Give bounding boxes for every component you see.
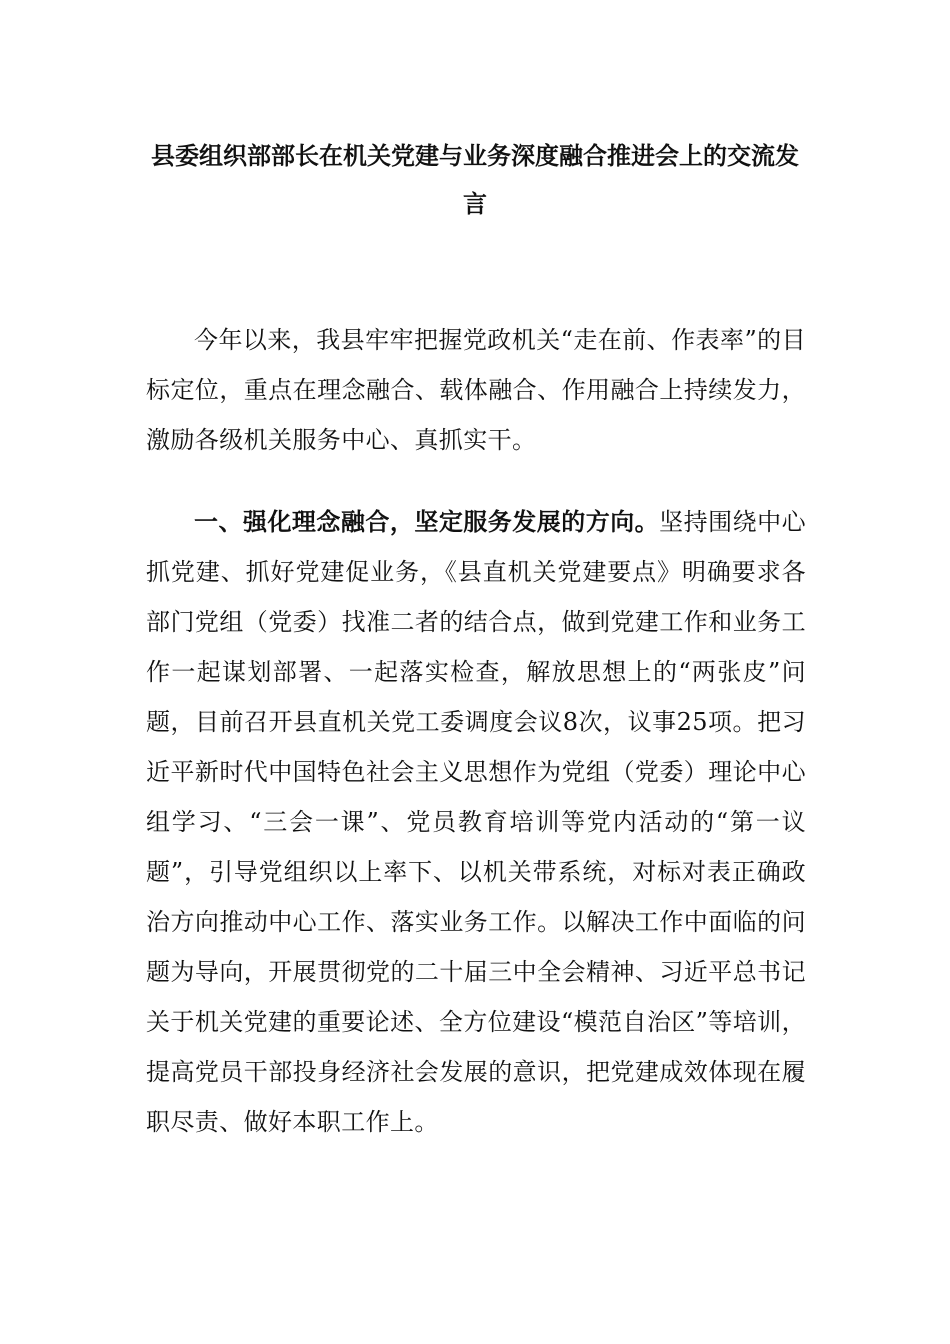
section-one-paragraph bbox=[146, 497, 806, 1147]
document-title: 县委组织部部长在机关党建与业务深度融合推进会上的交流发言 bbox=[151, 142, 799, 218]
section-one-body: 坚持围绕中心抓党建、抓好党建促业务，《县直机关党建要点》明确要求各部门党组（党委）找准二者的结合点，做到党建工作和业务工作一起谋划部署、一起落实检查，解放思想上的“两张皮”问题，目前召开县直机关党工委调度会议8次，议事25项。把习近平新时代中国特色社会主义思想作为党组（党委）理论中心组学习、“三会一课”、党员教育培训等党内活动的“第一议题”，引导党组织以上率下、以机关带系统，对标对表正确政治方向推动中心工作、落实业务工作。以解决工作中面临的问题为导向，开展贯彻党的二十届三中全会精神、习近平总书记关于机关党建的重要论述、全方位建设“模范自治区”等培训，提高党员干部投身经济社会发展的意识，把党建成效体现在履职尽责、做好本职工作上。 bbox=[146, 508, 806, 1136]
intro-paragraph: 今年以来，我县牢牢把握党政机关“走在前、作表率”的目标定位，重点在理念融合、载体融合、作用融合上持续发力，激励各级机关服务中心、真抓实干。 bbox=[146, 326, 806, 454]
section-one-heading: 一、强化理念融合，坚定服务发展的方向。 bbox=[194, 507, 660, 536]
